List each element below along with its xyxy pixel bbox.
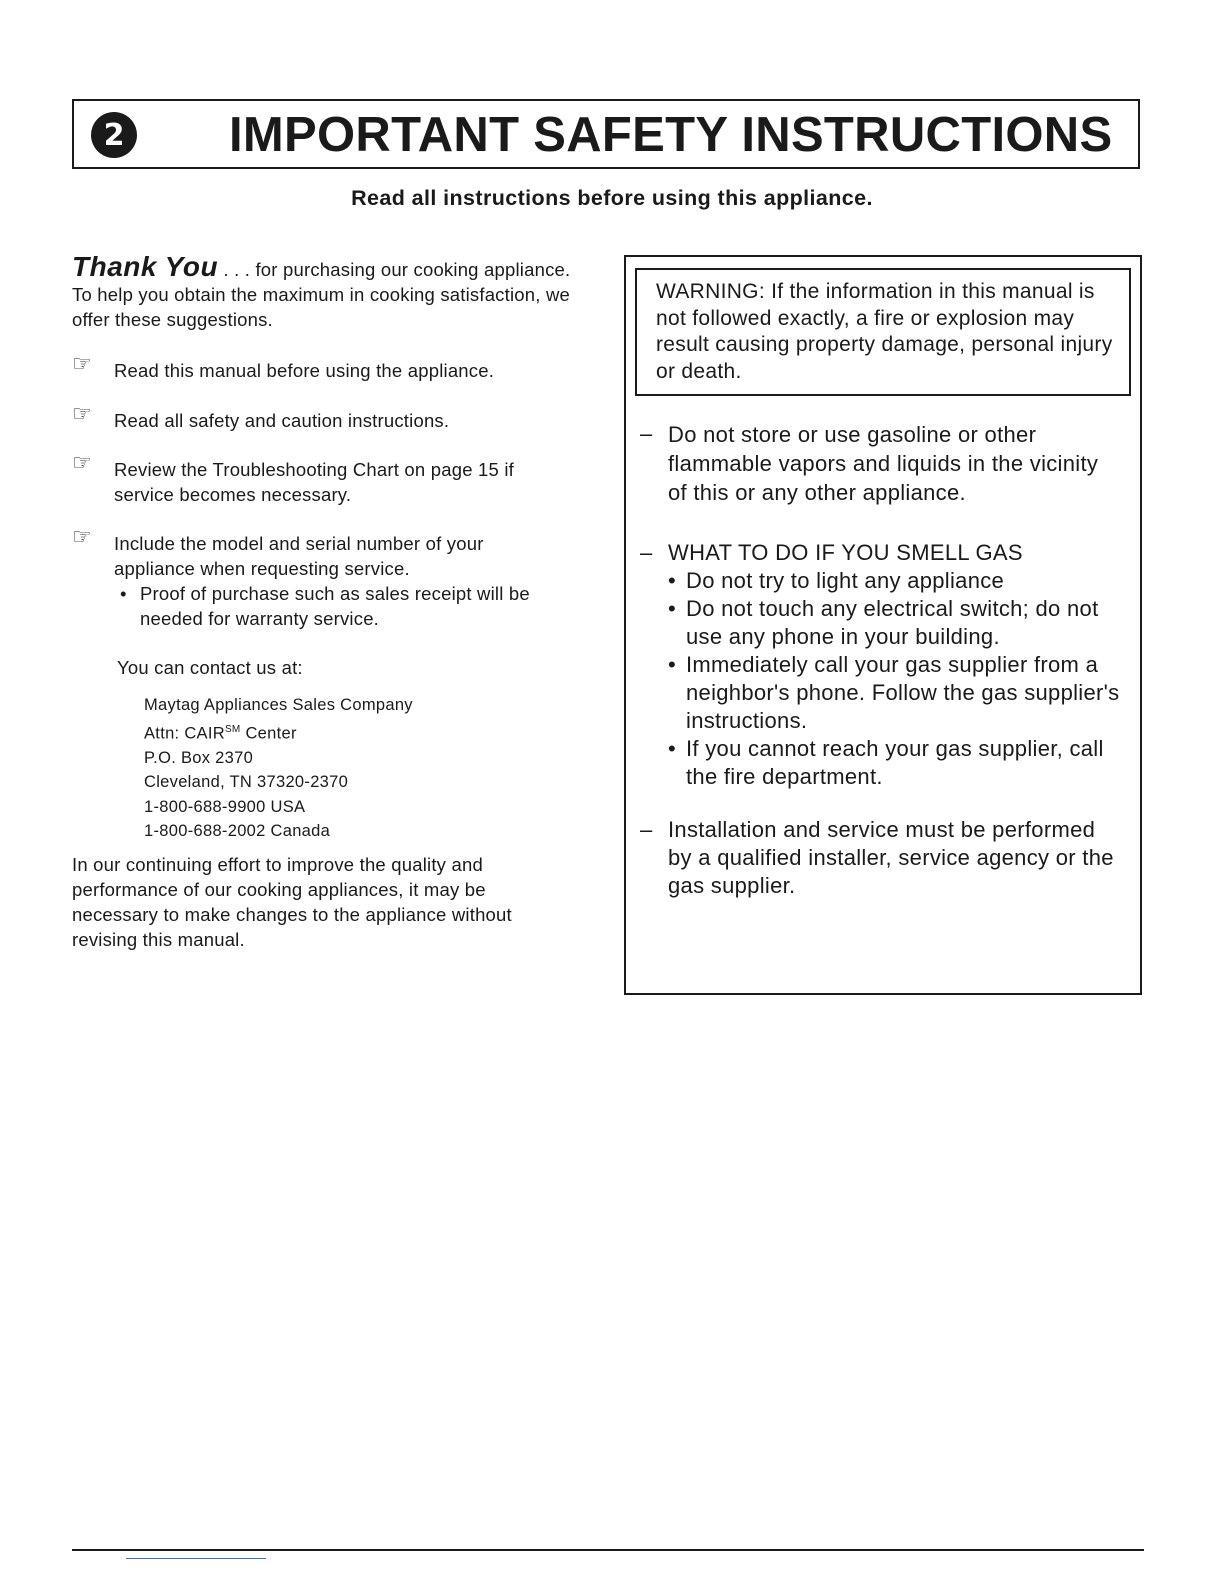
contact-label: You can contact us at:	[117, 657, 303, 678]
tip-item	[72, 352, 562, 383]
thank-you-heading: Thank You	[72, 251, 219, 282]
company-name: Maytag Appliances Sales Company	[144, 696, 413, 714]
gas-smell-section	[640, 539, 1120, 791]
gas-smell-bullet: • Do not try to light any appliance	[668, 568, 1005, 593]
section-number-badge: 2	[91, 112, 137, 158]
thank-you-paragraph	[72, 251, 572, 332]
closing-paragraph: In our continuing effort to improve the quality and performance of our cooking appliances, it may be necessary to make changes to the appliance without revising this manual.	[72, 854, 512, 950]
bullet-icon: •	[668, 596, 677, 621]
dash-icon: –	[640, 817, 653, 842]
city-line: Cleveland, TN 37320-2370	[144, 773, 349, 792]
bullet-icon: •	[668, 652, 677, 677]
page-title: IMPORTANT SAFETY INSTRUCTIONS	[229, 108, 1113, 162]
phone-canada: 1-800-688-2002 Canada	[144, 822, 331, 841]
tip-sub-bullet	[120, 581, 562, 631]
gas-smell-heading: WHAT TO DO IF YOU SMELL GAS	[668, 540, 1023, 565]
thank-you-text: . . . for purchasing our cooking appliance. To help you obtain the maximum in cooking satisfaction, we offer these suggestions.	[72, 259, 571, 330]
gas-safety-text: Do not store or use gasoline or other flammable vapors and liquids in the vicinity of this or any other appliance.	[668, 422, 1099, 505]
attn-line: Attn: CAIR℠ Center	[144, 723, 297, 743]
tip-text: Read this manual before using the appliance.	[114, 360, 495, 381]
tip-item	[72, 525, 562, 631]
pointing-hand-icon: ☞	[72, 525, 92, 550]
phone-usa: 1-800-688-9900 USA	[144, 797, 306, 816]
tip-item	[72, 402, 562, 433]
bullet-icon: •	[668, 568, 677, 593]
pointing-hand-icon: ☞	[72, 352, 92, 377]
gas-safety-text: Installation and service must be performed by a qualified installer, service agency or the gas supplier.	[668, 817, 1114, 898]
po-box: P.O. Box 2370	[144, 748, 254, 767]
tip-sub-bullet-text: Proof of purchase such as sales receipt will be needed for warranty service.	[140, 583, 530, 629]
gas-smell-bullet: • Immediately call your gas supplier from a neighbor's phone. Follow the gas supplier's instructions.	[668, 652, 1120, 733]
tip-text: Review the Troubleshooting Chart on page 15 if service becomes necessary.	[114, 459, 515, 505]
footer-underline	[126, 1558, 266, 1559]
dash-icon: –	[640, 540, 653, 565]
page-subtitle: Read all instructions before using this appliance.	[351, 186, 873, 210]
contact-address	[144, 693, 413, 844]
title-banner	[72, 99, 1140, 169]
gas-safety-item	[640, 816, 1120, 900]
bullet-icon: •	[668, 736, 677, 761]
pointing-hand-icon: ☞	[72, 402, 92, 427]
bullet-icon: •	[120, 583, 127, 604]
gas-smell-bullet: • If you cannot reach your gas supplier, call the fire department.	[668, 736, 1104, 789]
tip-text: Include the model and serial number of your appliance when requesting service.	[114, 533, 484, 579]
gas-safety-item	[640, 420, 1120, 507]
pointing-hand-icon: ☞	[72, 451, 92, 476]
tip-text: Read all safety and caution instructions.	[114, 410, 450, 431]
bottom-divider	[72, 1549, 1144, 1551]
dash-icon: –	[640, 421, 653, 446]
tip-item	[72, 451, 562, 507]
warning-box: WARNING: If the information in this manual is not followed exactly, a fire or explosion may result causing property damage, personal injury or death.	[635, 268, 1131, 396]
gas-smell-bullet: • Do not touch any electrical switch; do not use any phone in your building.	[668, 596, 1099, 649]
